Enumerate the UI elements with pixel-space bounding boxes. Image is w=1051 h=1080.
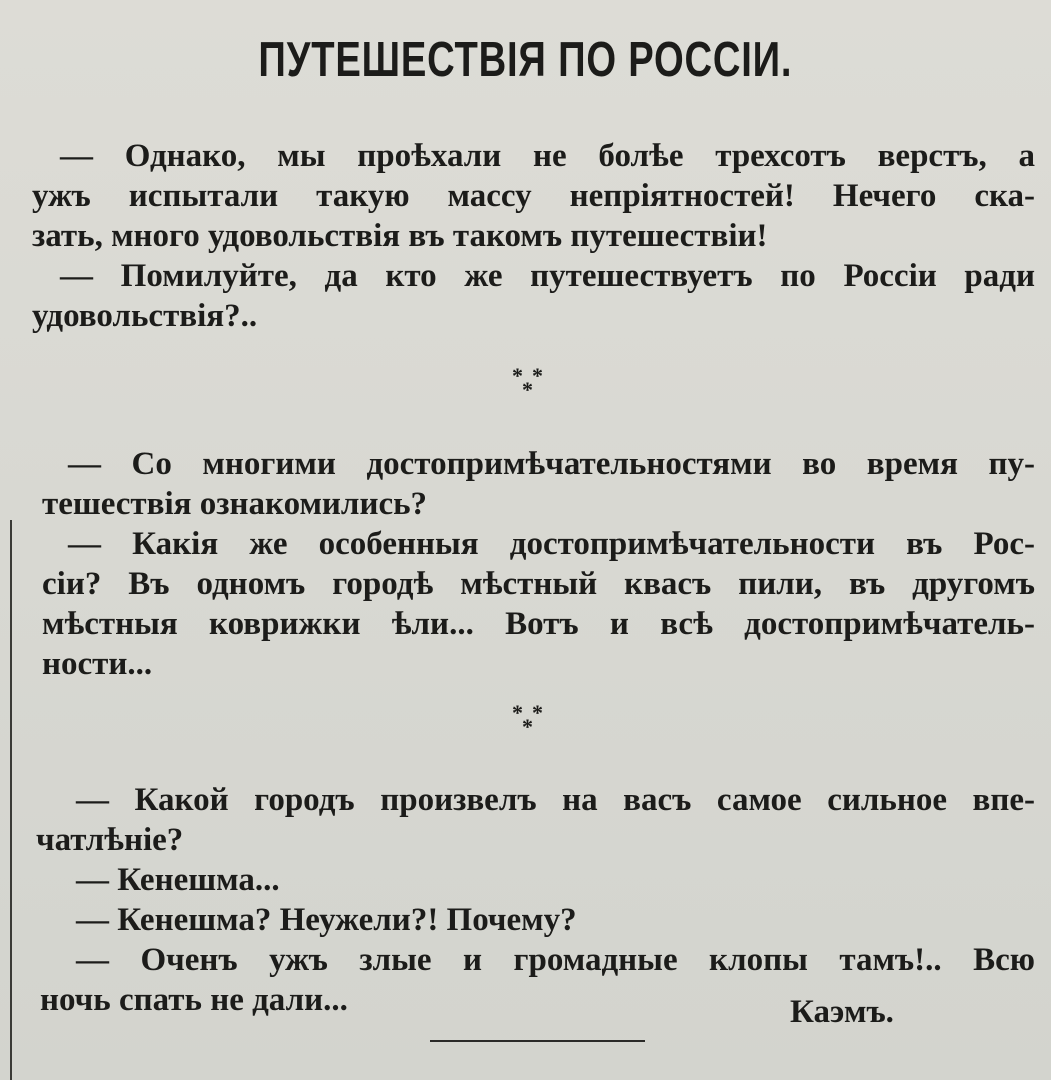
text-line: — Кенешма... [76,862,280,898]
text-line: удовольствія?.. [32,298,258,334]
dialogue-section-1 [32,136,1035,336]
text-line: — Со многими достопримѣчательностями во время пу- [68,446,1035,482]
text-line: ужъ испытали такую массу непріятностей! Нечего ска- [32,178,1035,214]
page-title: ПУТЕШЕСТВІЯ ПО РОССІИ. [258,33,793,87]
text-line: сіи? Въ одномъ городѣ мѣстный квасъ пили, въ другомъ [42,566,1035,602]
text-line: мѣстныя коврижки ѣли... Вотъ и всѣ достопримѣчатель- [42,606,1035,642]
text-line: — Какой городъ произвелъ на васъ самое сильное впе- [76,782,1035,818]
dialogue-section-2 [42,444,1035,684]
text-line: чатлѣніе? [36,822,184,858]
end-rule [430,1040,645,1042]
asterism-divider: * * * [512,363,543,402]
left-column-rule [10,520,12,1080]
text-line: тешествія ознакомились? [42,486,428,522]
author-signature: Каэмъ. [790,994,894,1030]
text-line: — Помилуйте, да кто же путешествуетъ по Россіи ради [60,258,1035,294]
text-line: зать, много удовольствія въ такомъ путешествіи! [32,218,768,254]
text-line: ности... [42,646,153,682]
text-line: — Кенешма? Неужели?! Почему? [76,902,577,938]
text-line: — Какія же особенныя достопримѣчательности въ Рос- [68,526,1035,562]
text-line: ночь спать не дали... [40,982,348,1018]
asterism-divider: * * * [512,700,543,739]
text-line: — Однако, мы проѣхали не болѣе трехсотъ верстъ, а [60,138,1035,174]
text-line: — Оченъ ужъ злые и громадные клопы тамъ!.. Всю [76,942,1035,978]
dialogue-section-3 [36,780,1035,1020]
